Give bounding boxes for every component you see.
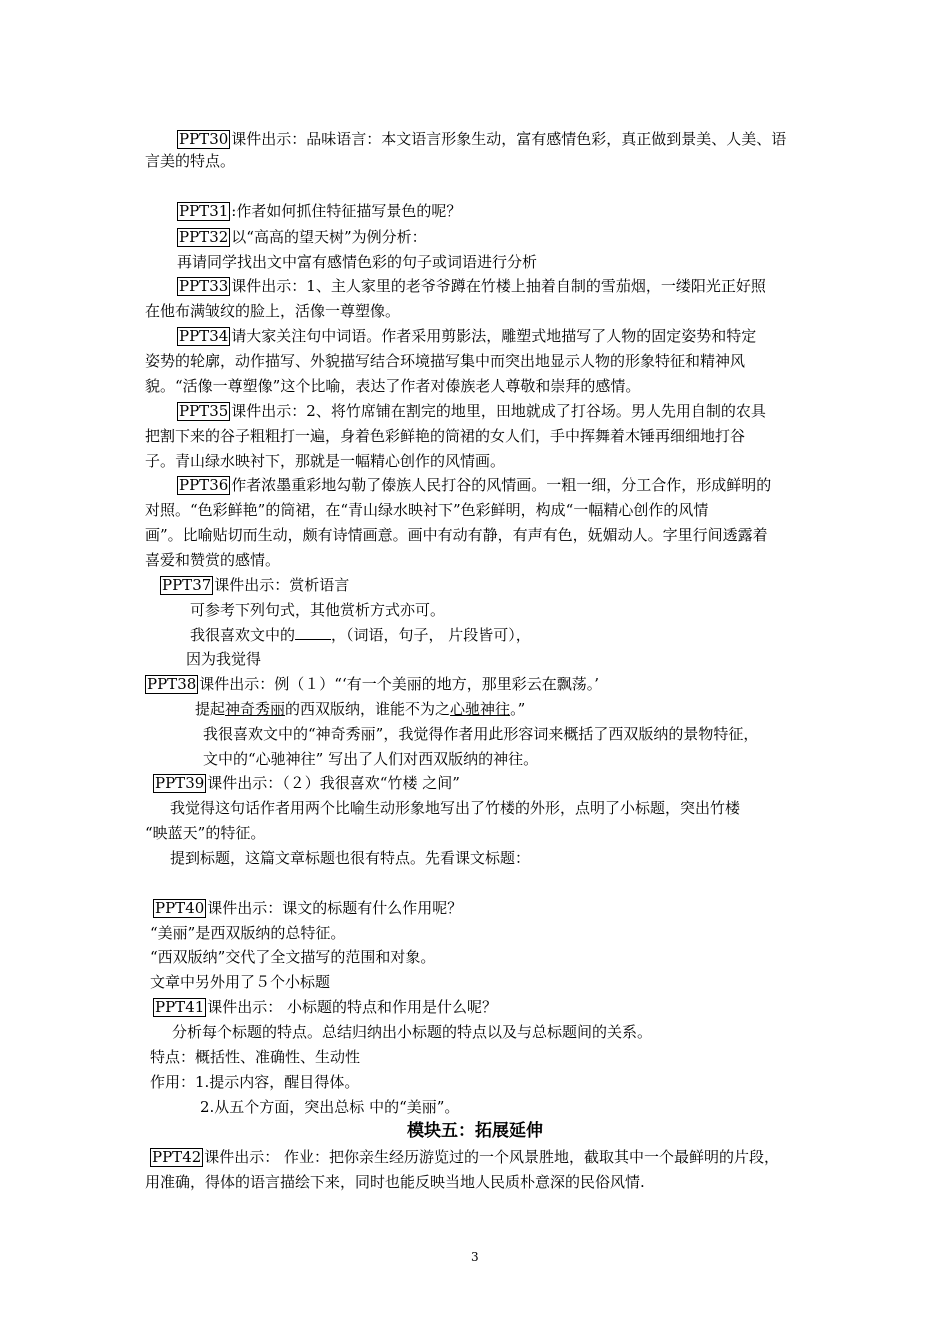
ppt-tag: PPT38 xyxy=(147,675,197,693)
ppt-tag: PPT39 xyxy=(155,774,205,792)
paragraph-line: PPT39 课件出示：（２）我很喜欢“竹楼 之间” xyxy=(155,774,460,792)
paragraph-line: PPT30 课件出示：品味语言：本文语言形象生动，富有感情色彩，真正做到景美、人美、语 xyxy=(179,130,787,148)
ppt-tag: PPT42 xyxy=(152,1148,202,1166)
ppt-tag: PPT36 xyxy=(179,476,229,494)
paragraph-line: 因为我觉得 xyxy=(186,650,262,668)
paragraph-line: “美丽”是西双版纳的总特征。 xyxy=(150,924,346,942)
ppt-tag: PPT33 xyxy=(179,277,229,295)
paragraph-line: 提起神奇秀丽的西双版纳，谁能不为之心驰神往。” xyxy=(195,700,526,718)
ppt-tag: PPT30 xyxy=(179,130,229,148)
section-heading: 模块五：拓展延伸 xyxy=(407,1121,543,1141)
ppt-tag: PPT34 xyxy=(179,327,229,345)
paragraph-line: 画”。比喻贴切而生动，颇有诗情画意。画中有动有静，有声有色，妩媚动人。字里行间透露着 xyxy=(145,526,768,544)
paragraph-line: 言美的特点。 xyxy=(145,152,236,170)
paragraph-line: 2.从五个方面，突出总标 中的“美丽”。 xyxy=(200,1098,460,1116)
paragraph-line: 在他布满皱纹的脸上，活像一尊塑像。 xyxy=(145,302,401,320)
paragraph-line: 我很喜欢文中的“神奇秀丽”，我觉得作者用此形容词来概括了西双版纳的景物特征， xyxy=(203,725,759,743)
paragraph-line: 特点：概括性、准确性、生动性 xyxy=(150,1048,361,1066)
paragraph-line: PPT42 课件出示： 作业：把你亲生经历游览过的一个风景胜地，截取其中一个最鲜明的片段， xyxy=(152,1148,780,1166)
paragraph-line: PPT34 请大家关注句中词语。作者采用剪影法，雕塑式地描写了人物的固定姿势和特定 xyxy=(179,327,757,345)
paragraph-line: “映蓝天”的特征。 xyxy=(145,824,266,842)
paragraph-line: 把割下来的谷子粗粗打一遍，身着色彩鲜艳的筒裙的女人们，手中挥舞着木锤再细细地打谷 xyxy=(145,427,746,445)
paragraph-line: 姿势的轮廓，动作描写、外貌描写结合环境描写集中而突出地显示人物的形象特征和精神风 xyxy=(145,352,746,370)
ppt-tag: PPT35 xyxy=(179,402,229,420)
paragraph-line: 我很喜欢文中的 ，（词语，句子， 片段皆可）， xyxy=(190,626,531,644)
paragraph-line: 提到标题，这篇文章标题也很有特点。先看课文标题： xyxy=(170,849,531,867)
paragraph-line: PPT40 课件出示：课文的标题有什么作用呢？ xyxy=(155,899,463,917)
paragraph-line: 子。青山绿水映衬下，那就是一幅精心创作的风情画。 xyxy=(145,452,506,470)
paragraph-line: 文章中另外用了５个小标题 xyxy=(150,973,331,991)
paragraph-line: “西双版纳”交代了全文描写的范围和对象。 xyxy=(150,948,436,966)
paragraph-line: PPT37 课件出示：赏析语言 xyxy=(162,576,350,594)
paragraph-line: 我觉得这句话作者用两个比喻生动形象地写出了竹楼的外形，点明了小标题，突出竹楼 xyxy=(170,799,741,817)
paragraph-line: 喜爱和赞赏的感情。 xyxy=(145,551,281,569)
underlined-phrase: 心驰神往 xyxy=(450,700,511,718)
paragraph-line: PPT31 :作者如何抓住特征描写景色的呢？ xyxy=(179,202,462,220)
ppt-tag: PPT40 xyxy=(155,899,205,917)
ppt-tag: PPT31 xyxy=(179,202,229,220)
paragraph-line: 对照。“色彩鲜艳”的筒裙，在“青山绿水映衬下”色彩鲜明，构成“一幅精心创作的风情 xyxy=(145,501,709,519)
underlined-phrase: 神奇秀丽 xyxy=(225,700,286,718)
paragraph-line: 作用：1.提示内容，醒目得体。 xyxy=(150,1073,360,1091)
paragraph-line: PPT41 课件出示： 小标题的特点和作用是什么呢？ xyxy=(155,998,498,1016)
ppt-tag: PPT37 xyxy=(162,576,212,594)
paragraph-line: PPT33 课件出示：1、主人家里的老爷爷蹲在竹楼上抽着自制的雪茄烟，一缕阳光正好照 xyxy=(179,277,766,295)
fill-blank xyxy=(295,625,331,640)
paragraph-line: PPT35 课件出示：2、将竹席铺在割完的地里，田地就成了打谷场。男人先用自制的农具 xyxy=(179,402,766,420)
paragraph-line: 用准确，得体的语言描绘下来，同时也能反映当地人民质朴意深的民俗风情. xyxy=(145,1173,645,1191)
page-number: 3 xyxy=(471,1250,479,1264)
paragraph-line: PPT38 课件出示：例（１）“‘有一个美丽的地方，那里彩云在飘荡。’ xyxy=(147,675,599,693)
paragraph-line: PPT32 以“高高的望天树”为例分析： xyxy=(179,228,427,246)
paragraph-line: PPT36 作者浓墨重彩地勾勒了傣族人民打谷的风情画。一粗一细，分工合作，形成鲜明的 xyxy=(179,476,772,494)
paragraph-line: 貌。“活像一尊塑像”这个比喻，表达了作者对傣族老人尊敬和崇拜的感情。 xyxy=(145,377,641,395)
paragraph-line: 分析每个标题的特点。总结归纳出小标题的特点以及与总标题间的关系。 xyxy=(172,1023,653,1041)
paragraph-line: 可参考下列句式，其他赏析方式亦可。 xyxy=(190,601,446,619)
paragraph-line: 文中的“心驰神往” 写出了人们对西双版纳的神往。 xyxy=(203,750,539,768)
paragraph-line: 再请同学找出文中富有感情色彩的句子或词语进行分析 xyxy=(177,253,538,271)
ppt-tag: PPT41 xyxy=(155,998,205,1016)
ppt-tag: PPT32 xyxy=(179,228,229,246)
